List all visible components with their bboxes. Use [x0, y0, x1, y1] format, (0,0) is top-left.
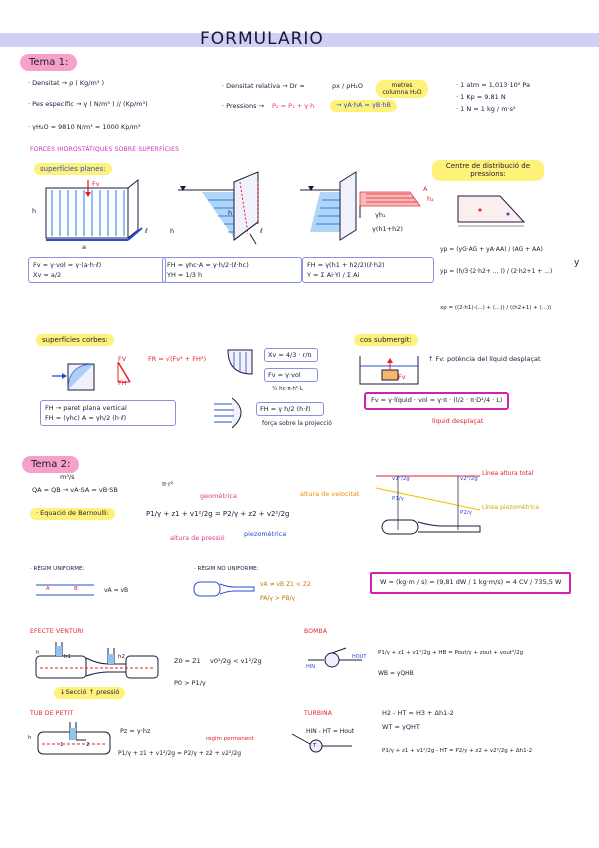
h-label-2b: h: [228, 209, 233, 217]
turbina-label: TURBINA: [304, 710, 333, 717]
v2-2g: v2²/2g: [460, 476, 478, 482]
curved-surface-diagram: [46, 355, 156, 394]
fv-curved-label: FV: [118, 355, 127, 363]
y-suffix: y: [574, 258, 580, 268]
box2-line1: FH = γhc·A = γ·h/2·(ℓ·hc): [167, 261, 249, 269]
fv-vol-formula: Fv = γ·vol: [268, 371, 301, 379]
hout-label: HOUT: [352, 654, 367, 660]
submergit-label: cos submergit:: [354, 334, 418, 346]
projeccio-note: força sobre la projecció: [262, 420, 332, 427]
box3-line2: Y = Σ Ai·Yi / Σ Ai: [307, 271, 360, 280]
v1-2g: v1²/2g: [392, 476, 410, 482]
xv-box: [264, 348, 318, 362]
metres-columna-note: metres columna H₂O: [376, 80, 428, 98]
densitat-relativa-def: · Densitat relativa → Dr =: [222, 82, 305, 90]
gamma-h2o-def: · γH₂O = 9810 N/m³ = 1000 Kp/m³: [28, 123, 141, 131]
tema2-badge: Tema 2:: [22, 456, 79, 473]
continuity-eq: QA = QB → vA·SA = vB·SB: [32, 486, 118, 494]
planes-label: superfícies planes:: [34, 163, 112, 175]
liquid-desplacat: líquid desplaçat: [432, 417, 484, 425]
turbina-eq2: H2 - HT = H3 + Δh1-2: [382, 709, 454, 717]
fv-vol-box: [264, 368, 318, 382]
tema1-badge: Tema 1:: [20, 54, 77, 71]
l-label-2: ℓ: [260, 227, 263, 235]
turbina-eq1: HIN - HT = Hout: [306, 728, 355, 735]
A-label-3: A: [423, 185, 428, 193]
box-tank-diagram: [38, 180, 158, 250]
bomba-wb: WB = γQHB: [378, 670, 414, 677]
uniform-pipe-diagram: [36, 583, 96, 597]
uniform-eq: vA = vB: [104, 587, 129, 594]
regim-no-uniforme-label: · RÈGIM NO UNIFORME:: [194, 566, 259, 572]
page-title: FORMULARIO: [200, 29, 324, 49]
tub-petit-label: TUB DE PETIT: [30, 710, 74, 717]
turbine-diagram: [290, 730, 360, 756]
hin-label: HIN: [306, 664, 315, 670]
xp-formula: xp = ((2·h1)·(...) + (...)) / ((h2+1) + (...)): [440, 305, 552, 311]
box3-line1: FH = γ(h1 + h2/2)(ℓ·h2): [307, 261, 385, 269]
venturi-diagram: [34, 640, 164, 686]
h-label-1: h: [32, 207, 37, 215]
stepped-pressure-diagram: [300, 182, 430, 252]
under-h1: γh₁: [375, 211, 386, 219]
fh-curved-label: FH: [118, 379, 127, 387]
h-label-2: h: [170, 227, 175, 235]
xv-formula: Xv = 4/3 · r/π: [268, 351, 312, 359]
m3s-label: m³/s: [60, 473, 75, 481]
planes-box-2: [162, 257, 302, 283]
bernoulli-label: · Equació de Bernoulli:: [30, 508, 115, 520]
fv-label-1: Fv: [92, 180, 100, 188]
linea-total-label: Línea altura total: [482, 470, 534, 477]
linea-piezo-label: Línea piezomètrica: [482, 504, 540, 511]
box2-line2: YH = 1/3 h: [167, 271, 203, 280]
box1-line2: Xv = a/2: [33, 271, 62, 280]
bomba-label: BOMBA: [304, 628, 328, 635]
venturi-eq1: Z0 = Z1: [174, 657, 201, 665]
fh-box: [40, 400, 176, 426]
trapezoid-centre-diagram: [450, 192, 540, 232]
planes-box-1: [28, 257, 166, 283]
altura-velocitat-label: altura de velocitat: [300, 490, 360, 498]
venturi-h: h: [36, 650, 40, 656]
pes-especific-def: · Pes específic → γ ( N/m³ ) // (Kp/m³): [28, 100, 148, 108]
uniform-label-A: A: [46, 586, 50, 592]
bernoulli-eq: P1/γ + z1 + v1²/2g = P2/γ + z2 + v2²/2g: [146, 510, 290, 518]
uniform-label-B: B: [74, 586, 78, 592]
pitot-diagram: [36, 722, 116, 758]
venturi-h2: h2: [118, 654, 125, 660]
piezometrica-label: piezomètrica: [244, 530, 287, 538]
pressions-tail: → γA·hA = γB·hB: [330, 100, 397, 112]
fh-line2: FH = (γhc) A = γh/2 (h·ℓ): [45, 414, 127, 423]
p1-g: P1/γ: [392, 496, 404, 502]
pi-r-note: ¼ hc·π·h²·L: [272, 386, 303, 392]
turbina-wt: WT = γQHT: [382, 723, 420, 731]
quarter-circle-diagram: [226, 348, 256, 378]
fr-formula: FR = √(Fv² + FH²): [148, 355, 207, 363]
kp-def: · 1 Kp = 9,81 N: [456, 93, 506, 101]
nonuniform-eq2: PA/γ > PB/γ: [260, 595, 296, 602]
turbina-eq3: P1/γ + z1 + v1²/2g - HT = P2/γ + z2 + v2²/2g + Δh1-2: [382, 748, 533, 754]
fh-proj-box: [256, 402, 324, 416]
fh-line1: FH → paret plana vertical: [45, 404, 127, 412]
curved-projection-diagram: [212, 396, 252, 430]
bomba-eq: P1/γ + z1 + v1²/2g + HB = Pout/γ + zout + vout²/2g: [378, 650, 524, 656]
fh-proj-formula: FH = γ h/2 (h·ℓ): [260, 405, 311, 413]
altura-pressio-label: altura de pressió: [170, 534, 225, 542]
pressions-label: · Pressions →: [222, 102, 265, 110]
forces-heading: FORCES HIDROSTÀTIQUES SOBRE SUPERFÍCIES: [30, 146, 180, 153]
nonuniform-eq: vA ≠ vB Z1 < Z2: [260, 581, 311, 588]
pitot-h: h: [28, 735, 32, 741]
centre-label: Centre de distribució de pressions:: [432, 160, 544, 181]
turbine-t: T: [313, 743, 317, 749]
pitot-1: 1: [60, 742, 64, 748]
venturi-eq1b: v0²/2g < v1²/2g: [210, 657, 262, 665]
regim-uniforme-label: · RÈGIM UNIFORME:: [30, 566, 85, 572]
planes-box-3: [302, 257, 434, 283]
fv-sub-label: Fv: [398, 373, 406, 381]
pi-r2: π·r²: [162, 480, 174, 488]
pressions-eq: P₂ = P₁ + γ·h: [272, 102, 315, 110]
pitot-pz: Pz = γ·hz: [120, 727, 151, 735]
pitot-2: 2: [86, 742, 90, 748]
venturi-note: ↓Secció ↑ pressió: [54, 687, 125, 699]
venturi-label: EFECTE VENTURI: [30, 628, 84, 635]
submergit-eq: Fv = γ·líquid · vol = γ·π · (l/2 · π·D²/4 · L): [364, 392, 509, 410]
dr-fraction: ρx / ρH₂O: [332, 82, 364, 90]
l-label-1: ℓ: [145, 227, 148, 235]
a-label-1: a: [82, 243, 86, 251]
geometrica-label: geomètrica: [200, 492, 238, 500]
venturi-h1: h1: [64, 654, 71, 660]
power-formula: W = (kg·m / s) = (9,81 dW / 1 kg·m/s) = 4 CV / 735,5 W: [370, 572, 571, 594]
atm-def: · 1 atm = 1,013·10⁵ Pa: [456, 81, 531, 89]
p2-g: P2/γ: [460, 510, 472, 516]
nonuniform-pipe-diagram: [192, 580, 256, 598]
yp-formula-1: yp = (yG·AG + yA·AA) / (AG + AA): [440, 246, 543, 253]
yp-formula-2: yp = (h/3·(2·h2+ ... )) / (2·h2+1 + ...): [440, 268, 553, 275]
under-h2: γ(h1+h2): [372, 225, 403, 233]
h2-label-3: h₂: [427, 195, 434, 203]
corbes-label: superfícies corbes:: [36, 334, 114, 346]
venturi-eq2: P0 > P1/γ: [174, 679, 206, 687]
fv-sub-note: ↑ Fv: potència del líquid desplaçat: [428, 355, 541, 363]
pitot-regim: règim permanent: [206, 736, 254, 742]
densitat-def: · Densitat → ρ ( Kg/m³ ): [28, 79, 105, 87]
submerged-body-diagram: [358, 352, 422, 388]
box1-line1: Fv = γ·vol = γ·(a·h·ℓ): [33, 261, 102, 269]
n-def: · 1 N = 1 kg / m·s²: [456, 105, 516, 113]
pitot-eq: P1/γ + z1 + v1²/2g = P2/γ + z2 + v2²/2g: [118, 750, 241, 757]
